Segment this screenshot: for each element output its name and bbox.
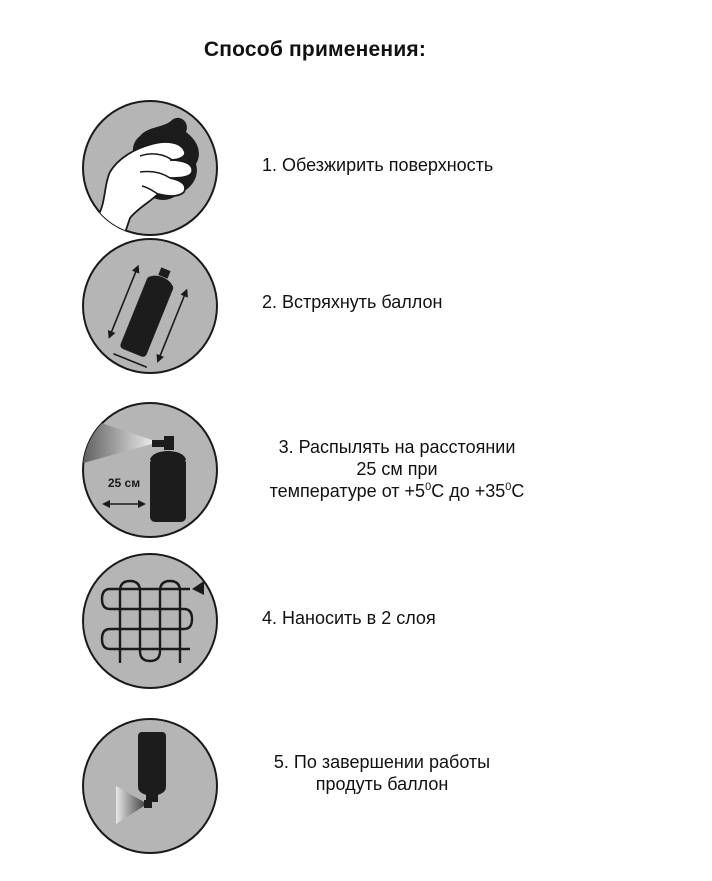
page-title: Способ применения: — [203, 38, 427, 61]
step-5-text — [262, 751, 502, 795]
step-5-line-1: 5. По завершении работы — [273, 752, 491, 772]
two-layers-pattern-icon — [80, 551, 220, 691]
step-2-line-1: 2. Встряхнуть баллон — [262, 292, 443, 312]
spray-distance-icon — [80, 400, 220, 540]
step-1-line-1: 1. Обезжирить поверхность — [262, 155, 494, 175]
step-3-text — [258, 436, 536, 502]
step-5-line-2: продуть баллон — [315, 774, 449, 794]
step-2-text — [262, 291, 442, 313]
step-3-line-3: температуре от $+5^0С$ до $+35^0С$ — [269, 481, 525, 501]
step-4-line-1: 4. Наносить в 2 слоя — [262, 608, 436, 628]
hand-wiping-cloth-icon — [80, 98, 220, 238]
purge-can-icon — [80, 716, 220, 856]
distance-label: 25 см — [107, 476, 141, 490]
step-3-line-2: 25 см при — [356, 459, 438, 479]
shake-spray-can-icon — [80, 236, 220, 376]
step-1-text — [262, 154, 493, 176]
step-3-line-1: 3. Распылять на расстоянии — [278, 437, 516, 457]
step-4-text — [262, 607, 436, 629]
